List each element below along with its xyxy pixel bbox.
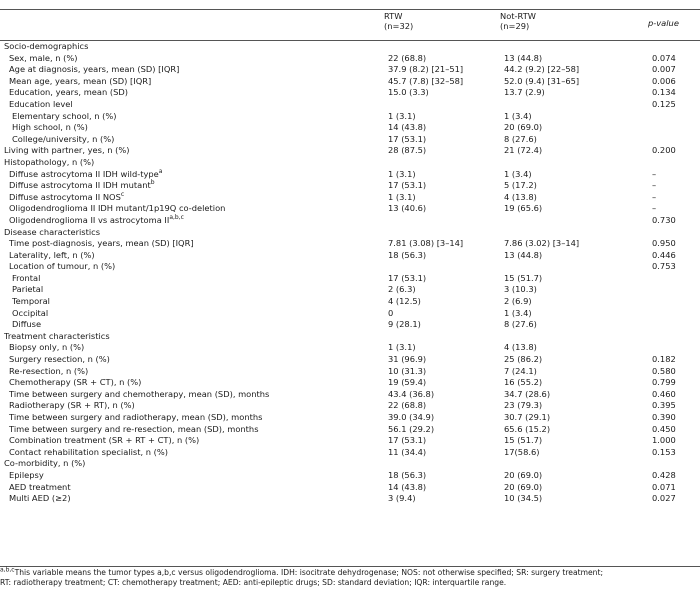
row-label-text: Education, years, mean (SD) xyxy=(9,87,128,98)
row-label-text: Living with partner, yes, n (%) xyxy=(4,145,130,156)
row-label-text: Time between surgery and radiotherapy, mean (SD), months xyxy=(9,412,263,422)
row-label xyxy=(0,180,388,192)
row-label xyxy=(0,122,388,134)
table-row xyxy=(0,169,700,181)
section-label xyxy=(0,41,388,53)
table-row xyxy=(0,284,700,296)
not-rtw-cell xyxy=(504,41,652,53)
rtw-cell: 22 (68.8) xyxy=(388,52,427,63)
row-label xyxy=(0,76,388,88)
row-label-text: Occipital xyxy=(12,307,49,318)
row-label-text: Radiotherapy (SR + RT), n (%) xyxy=(9,400,135,411)
rtw-cell: 1 (3.1) xyxy=(388,168,416,179)
row-label xyxy=(0,250,388,262)
row-label-text: Surgery resection, n (%) xyxy=(9,354,110,365)
not-rtw-cell xyxy=(504,157,652,169)
pvalue-cell: 0.125 xyxy=(652,98,676,109)
row-label-text: Elementary school, n (%) xyxy=(12,110,117,121)
header-rtw-n: (n=32) xyxy=(384,21,414,31)
row-label xyxy=(0,424,388,436)
table-row xyxy=(0,250,700,262)
table-row xyxy=(0,296,700,308)
row-label xyxy=(0,284,388,296)
rtw-cell: 1 (3.1) xyxy=(388,342,416,353)
pvalue-cell xyxy=(652,458,700,470)
rtw-cell: 31 (96.9) xyxy=(388,354,427,365)
row-label xyxy=(0,238,388,250)
table-row xyxy=(0,354,700,366)
not-rtw-cell xyxy=(504,331,652,343)
pvalue-cell: 1.000 xyxy=(652,435,676,446)
row-label xyxy=(0,169,388,181)
section-label xyxy=(0,458,388,470)
rtw-cell: 15.0 (3.3) xyxy=(388,87,429,98)
not-rtw-cell: 17(58.6) xyxy=(504,446,540,457)
rtw-cell: 1 (3.1) xyxy=(388,110,416,121)
pvalue-cell: 0.446 xyxy=(652,249,676,260)
rtw-cell: 7.81 (3.08) [3–14] xyxy=(388,238,464,249)
section-label xyxy=(0,227,388,239)
footnote-marks: a,b,c xyxy=(0,566,15,574)
pvalue-cell: 0.950 xyxy=(652,238,676,249)
header-pvalue: p-value xyxy=(648,18,679,28)
not-rtw-cell: 4 (13.8) xyxy=(504,342,537,353)
pvalue-cell: 0.580 xyxy=(652,365,676,376)
row-label-text: Time between surgery and chemotherapy, mean (SD), months xyxy=(9,388,270,399)
table-row xyxy=(0,203,700,215)
pvalue-cell: 0.200 xyxy=(652,145,676,156)
not-rtw-cell: 13 (44.8) xyxy=(504,249,543,260)
table-row xyxy=(0,261,700,273)
row-label-text: Treatment characteristics xyxy=(4,330,110,341)
table-row xyxy=(0,192,700,204)
header-rtw-label: RTW xyxy=(384,11,403,21)
row-label-text: Age at diagnosis, years, mean (SD) [IQR] xyxy=(9,64,180,75)
not-rtw-cell: 15 (51.7) xyxy=(504,435,543,446)
row-label-text: Diffuse astrocytoma II IDH mutant xyxy=(9,180,151,191)
row-label-text: Histopathology, n (%) xyxy=(4,156,95,167)
not-rtw-cell: 8 (27.6) xyxy=(504,133,537,144)
row-label-text: Co-morbidity, n (%) xyxy=(4,458,86,469)
table-row xyxy=(0,145,700,157)
pvalue-cell xyxy=(652,41,700,53)
table-row xyxy=(0,435,700,447)
pvalue-cell xyxy=(652,331,700,343)
row-label-text: Frontal xyxy=(12,272,41,283)
row-label xyxy=(0,64,388,76)
pvalue-cell: 0.753 xyxy=(652,261,676,272)
row-label xyxy=(0,134,388,146)
row-label xyxy=(0,273,388,285)
table-row xyxy=(0,87,700,99)
not-rtw-cell: 1 (3.4) xyxy=(504,110,532,121)
table-row xyxy=(0,215,700,227)
row-label-text: Diffuse astrocytoma II NOS xyxy=(9,191,121,202)
table-row xyxy=(0,308,700,320)
rtw-cell: 0 xyxy=(388,307,394,318)
pvalue-cell xyxy=(652,296,700,308)
row-label-text: Diffuse xyxy=(12,319,42,330)
rtw-cell xyxy=(388,331,504,343)
table-row xyxy=(0,366,700,378)
rtw-cell: 4 (12.5) xyxy=(388,296,421,307)
pvalue-cell: 0.071 xyxy=(652,481,676,492)
not-rtw-cell: 23 (79.3) xyxy=(504,400,543,411)
rtw-cell: 1 (3.1) xyxy=(388,191,416,202)
rtw-cell: 43.4 (36.8) xyxy=(388,388,435,399)
row-label-text: Time between surgery and re-resection, mean (SD), months xyxy=(9,423,259,434)
table-row xyxy=(0,482,700,494)
header-not-rtw-n: (n=29) xyxy=(500,21,530,31)
row-label-text: AED treatment xyxy=(9,481,71,492)
rtw-cell: 19 (59.4) xyxy=(388,377,427,388)
rtw-cell: 18 (56.3) xyxy=(388,469,427,480)
row-label-text: Contact rehabilitation specialist, n (%) xyxy=(9,446,169,457)
rtw-cell xyxy=(388,41,504,53)
not-rtw-cell: 25 (86.2) xyxy=(504,354,543,365)
pvalue-cell: 0.006 xyxy=(652,75,676,86)
rtw-cell xyxy=(388,458,504,470)
footnote-line-2: RT: radiotherapy treatment; CT: chemotherapy treatment; AED: anti-epileptic drugs; SD: standard deviation; IQR: interquartile range. xyxy=(0,577,507,587)
not-rtw-cell xyxy=(504,215,652,227)
not-rtw-cell xyxy=(504,261,652,273)
row-label-text: Diffuse astrocytoma II IDH wild-type xyxy=(9,168,159,179)
not-rtw-cell: 4 (13.8) xyxy=(504,191,537,202)
row-label xyxy=(0,261,388,273)
table-row xyxy=(0,493,700,505)
table-row xyxy=(0,99,700,111)
rtw-cell xyxy=(388,215,504,227)
rtw-cell xyxy=(388,227,504,239)
table-row xyxy=(0,424,700,436)
row-label xyxy=(0,53,388,65)
row-label-text: High school, n (%) xyxy=(12,122,88,133)
rtw-cell: 9 (28.1) xyxy=(388,319,421,330)
row-label xyxy=(0,400,388,412)
row-label xyxy=(0,342,388,354)
row-label xyxy=(0,493,388,505)
row-label-text: Temporal xyxy=(12,296,50,307)
pvalue-cell: 0.007 xyxy=(652,64,676,75)
row-label xyxy=(0,99,388,111)
bottom-rule xyxy=(0,566,700,567)
pvalue-cell: 0.153 xyxy=(652,446,676,457)
rtw-cell: 28 (87.5) xyxy=(388,145,427,156)
row-label xyxy=(0,87,388,99)
rtw-cell: 22 (68.8) xyxy=(388,400,427,411)
not-rtw-cell: 20 (69.0) xyxy=(504,122,543,133)
row-label xyxy=(0,482,388,494)
not-rtw-cell: 15 (51.7) xyxy=(504,272,543,283)
row-label xyxy=(0,412,388,424)
rtw-cell xyxy=(388,157,504,169)
rtw-cell: 37.9 (8.2) [21–51] xyxy=(388,64,464,75)
row-label xyxy=(0,470,388,482)
not-rtw-cell: 16 (55.2) xyxy=(504,377,543,388)
rtw-cell: 13 (40.6) xyxy=(388,203,427,214)
not-rtw-cell: 1 (3.4) xyxy=(504,307,532,318)
row-label xyxy=(0,203,388,215)
table-row xyxy=(0,342,700,354)
rtw-cell: 17 (53.1) xyxy=(388,272,427,283)
rtw-cell: 45.7 (7.8) [32–58] xyxy=(388,75,464,86)
rtw-cell: 39.0 (34.9) xyxy=(388,412,435,422)
row-label-text: Oligodendroglioma II IDH mutant/1p19Q co-deletion xyxy=(9,203,226,214)
rtw-cell: 56.1 (29.2) xyxy=(388,423,435,434)
top-rule xyxy=(0,9,700,10)
row-label-text: Mean age, years, mean (SD) [IQR] xyxy=(9,75,152,86)
table-row xyxy=(0,122,700,134)
pvalue-cell xyxy=(652,308,700,320)
row-label xyxy=(0,435,388,447)
row-label-text: Multi AED (≥2) xyxy=(9,493,71,504)
row-label xyxy=(0,319,388,331)
pvalue-cell: 0.074 xyxy=(652,52,676,63)
not-rtw-cell: 65.6 (15.2) xyxy=(504,423,551,434)
row-label-text: College/university, n (%) xyxy=(12,133,115,144)
row-label-text: Laterality, left, n (%) xyxy=(9,249,95,260)
row-label-text: Socio-demographics xyxy=(4,41,89,51)
row-label xyxy=(0,111,388,123)
not-rtw-cell: 5 (17.2) xyxy=(504,180,537,191)
table-body xyxy=(0,41,700,505)
pvalue-cell: 0.182 xyxy=(652,354,676,365)
header-rtw xyxy=(384,11,413,31)
row-label-text: Biopsy only, n (%) xyxy=(9,342,85,353)
pvalue-cell: 0.395 xyxy=(652,400,676,411)
table-row xyxy=(0,470,700,482)
rtw-cell xyxy=(388,261,504,273)
pvalue-cell: 0.027 xyxy=(652,493,676,504)
pvalue-cell: – xyxy=(652,168,657,179)
row-label-text: Re-resection, n (%) xyxy=(9,365,89,376)
row-label-text: Chemotherapy (SR + CT), n (%) xyxy=(9,377,142,388)
footnote-marker: a xyxy=(158,167,163,175)
table-row xyxy=(0,180,700,192)
row-label-text: Education level xyxy=(9,98,73,109)
table-row xyxy=(0,377,700,389)
table-row xyxy=(0,227,700,239)
row-label-text: Oligodendroglioma II vs astrocytoma II xyxy=(9,214,170,225)
row-label-text: Time post-diagnosis, years, mean (SD) [IQR] xyxy=(9,238,194,249)
row-label xyxy=(0,366,388,378)
table-row xyxy=(0,76,700,88)
rtw-cell: 3 (9.4) xyxy=(388,493,416,504)
pvalue-cell xyxy=(652,319,700,331)
not-rtw-cell: 19 (65.6) xyxy=(504,203,543,214)
rtw-cell: 14 (43.8) xyxy=(388,122,427,133)
not-rtw-cell: 10 (34.5) xyxy=(504,493,543,504)
row-label xyxy=(0,377,388,389)
rtw-cell: 14 (43.8) xyxy=(388,481,427,492)
table-row xyxy=(0,331,700,343)
footnote-marker: c xyxy=(120,190,125,198)
table-row xyxy=(0,458,700,470)
not-rtw-cell: 13.7 (2.9) xyxy=(504,87,545,98)
header-not-rtw-label: Not-RTW xyxy=(500,11,536,21)
table-row xyxy=(0,238,700,250)
rtw-cell: 18 (56.3) xyxy=(388,249,427,260)
table-row xyxy=(0,64,700,76)
footnote-text-1: This variable means the tumor types a,b,c versus oligodendroglioma. IDH: isocitrate dehydrogenase; NOS: not otherwise specified; SR: surgery treatment; xyxy=(14,568,604,577)
not-rtw-cell: 30.7 (29.1) xyxy=(504,412,551,422)
row-label-text: Location of tumour, n (%) xyxy=(9,261,116,272)
table-row xyxy=(0,319,700,331)
pvalue-cell: – xyxy=(652,180,657,191)
pvalue-cell xyxy=(652,134,700,146)
not-rtw-cell: 3 (10.3) xyxy=(504,284,537,295)
pvalue-cell xyxy=(652,284,700,296)
characteristics-table xyxy=(0,41,700,505)
pvalue-cell: 0.730 xyxy=(652,214,676,225)
not-rtw-cell: 1 (3.4) xyxy=(504,168,532,179)
not-rtw-cell xyxy=(504,458,652,470)
section-label xyxy=(0,145,388,157)
not-rtw-cell: 44.2 (9.2) [22–58] xyxy=(504,64,580,75)
row-label xyxy=(0,447,388,459)
pvalue-cell: 0.390 xyxy=(652,412,676,422)
header-not-rtw xyxy=(500,11,536,31)
not-rtw-cell: 7.86 (3.02) [3–14] xyxy=(504,238,580,249)
not-rtw-cell: 2 (6.9) xyxy=(504,296,532,307)
not-rtw-cell: 21 (72.4) xyxy=(504,145,543,156)
pvalue-cell: – xyxy=(652,203,657,214)
not-rtw-cell: 20 (69.0) xyxy=(504,469,543,480)
not-rtw-cell xyxy=(504,99,652,111)
pvalue-cell xyxy=(652,122,700,134)
row-label xyxy=(0,308,388,320)
not-rtw-cell: 13 (44.8) xyxy=(504,52,543,63)
table-row xyxy=(0,53,700,65)
not-rtw-cell: 20 (69.0) xyxy=(504,481,543,492)
pvalue-cell: 0.428 xyxy=(652,469,676,480)
pvalue-cell: 0.134 xyxy=(652,87,676,98)
section-label xyxy=(0,331,388,343)
table-row xyxy=(0,273,700,285)
table-row xyxy=(0,412,700,424)
pvalue-cell xyxy=(652,273,700,285)
table-row xyxy=(0,447,700,459)
rtw-cell: 2 (6.3) xyxy=(388,284,416,295)
not-rtw-cell: 7 (24.1) xyxy=(504,365,537,376)
not-rtw-cell xyxy=(504,227,652,239)
row-label xyxy=(0,192,388,204)
pvalue-cell xyxy=(652,111,700,123)
table-caption-cutoff xyxy=(0,0,700,7)
table-row xyxy=(0,111,700,123)
section-label xyxy=(0,157,388,169)
not-rtw-cell: 34.7 (28.6) xyxy=(504,388,551,399)
table-row xyxy=(0,157,700,169)
table-row xyxy=(0,389,700,401)
row-label-text: Sex, male, n (%) xyxy=(9,52,78,63)
pvalue-cell: – xyxy=(652,191,657,202)
row-label xyxy=(0,296,388,308)
row-label xyxy=(0,389,388,401)
row-label-text: Epilepsy xyxy=(9,469,44,480)
rtw-cell: 10 (31.3) xyxy=(388,365,427,376)
row-label-text: Combination treatment (SR + RT + CT), n (%) xyxy=(9,435,200,446)
row-label xyxy=(0,215,388,227)
pvalue-cell xyxy=(652,227,700,239)
pvalue-cell xyxy=(652,342,700,354)
row-label-text: Disease characteristics xyxy=(4,226,101,237)
rtw-cell: 17 (53.1) xyxy=(388,133,427,144)
footnote-marker: b xyxy=(150,179,155,187)
footnote-line-1 xyxy=(0,568,700,578)
pvalue-cell: 0.450 xyxy=(652,423,676,434)
table-row xyxy=(0,400,700,412)
row-label xyxy=(0,354,388,366)
pvalue-cell: 0.799 xyxy=(652,377,676,388)
table-footnote xyxy=(0,568,700,587)
rtw-cell: 17 (53.1) xyxy=(388,180,427,191)
pvalue-cell: 0.460 xyxy=(652,388,676,399)
rtw-cell: 17 (53.1) xyxy=(388,435,427,446)
table-row xyxy=(0,41,700,53)
pvalue-cell xyxy=(652,157,700,169)
table-row xyxy=(0,134,700,146)
row-label-text: Parietal xyxy=(12,284,44,295)
not-rtw-cell: 52.0 (9.4) [31–65] xyxy=(504,75,580,86)
rtw-cell xyxy=(388,99,504,111)
not-rtw-cell: 8 (27.6) xyxy=(504,319,537,330)
footnote-marker: a,b,c xyxy=(169,214,184,222)
rtw-cell: 11 (34.4) xyxy=(388,446,427,457)
